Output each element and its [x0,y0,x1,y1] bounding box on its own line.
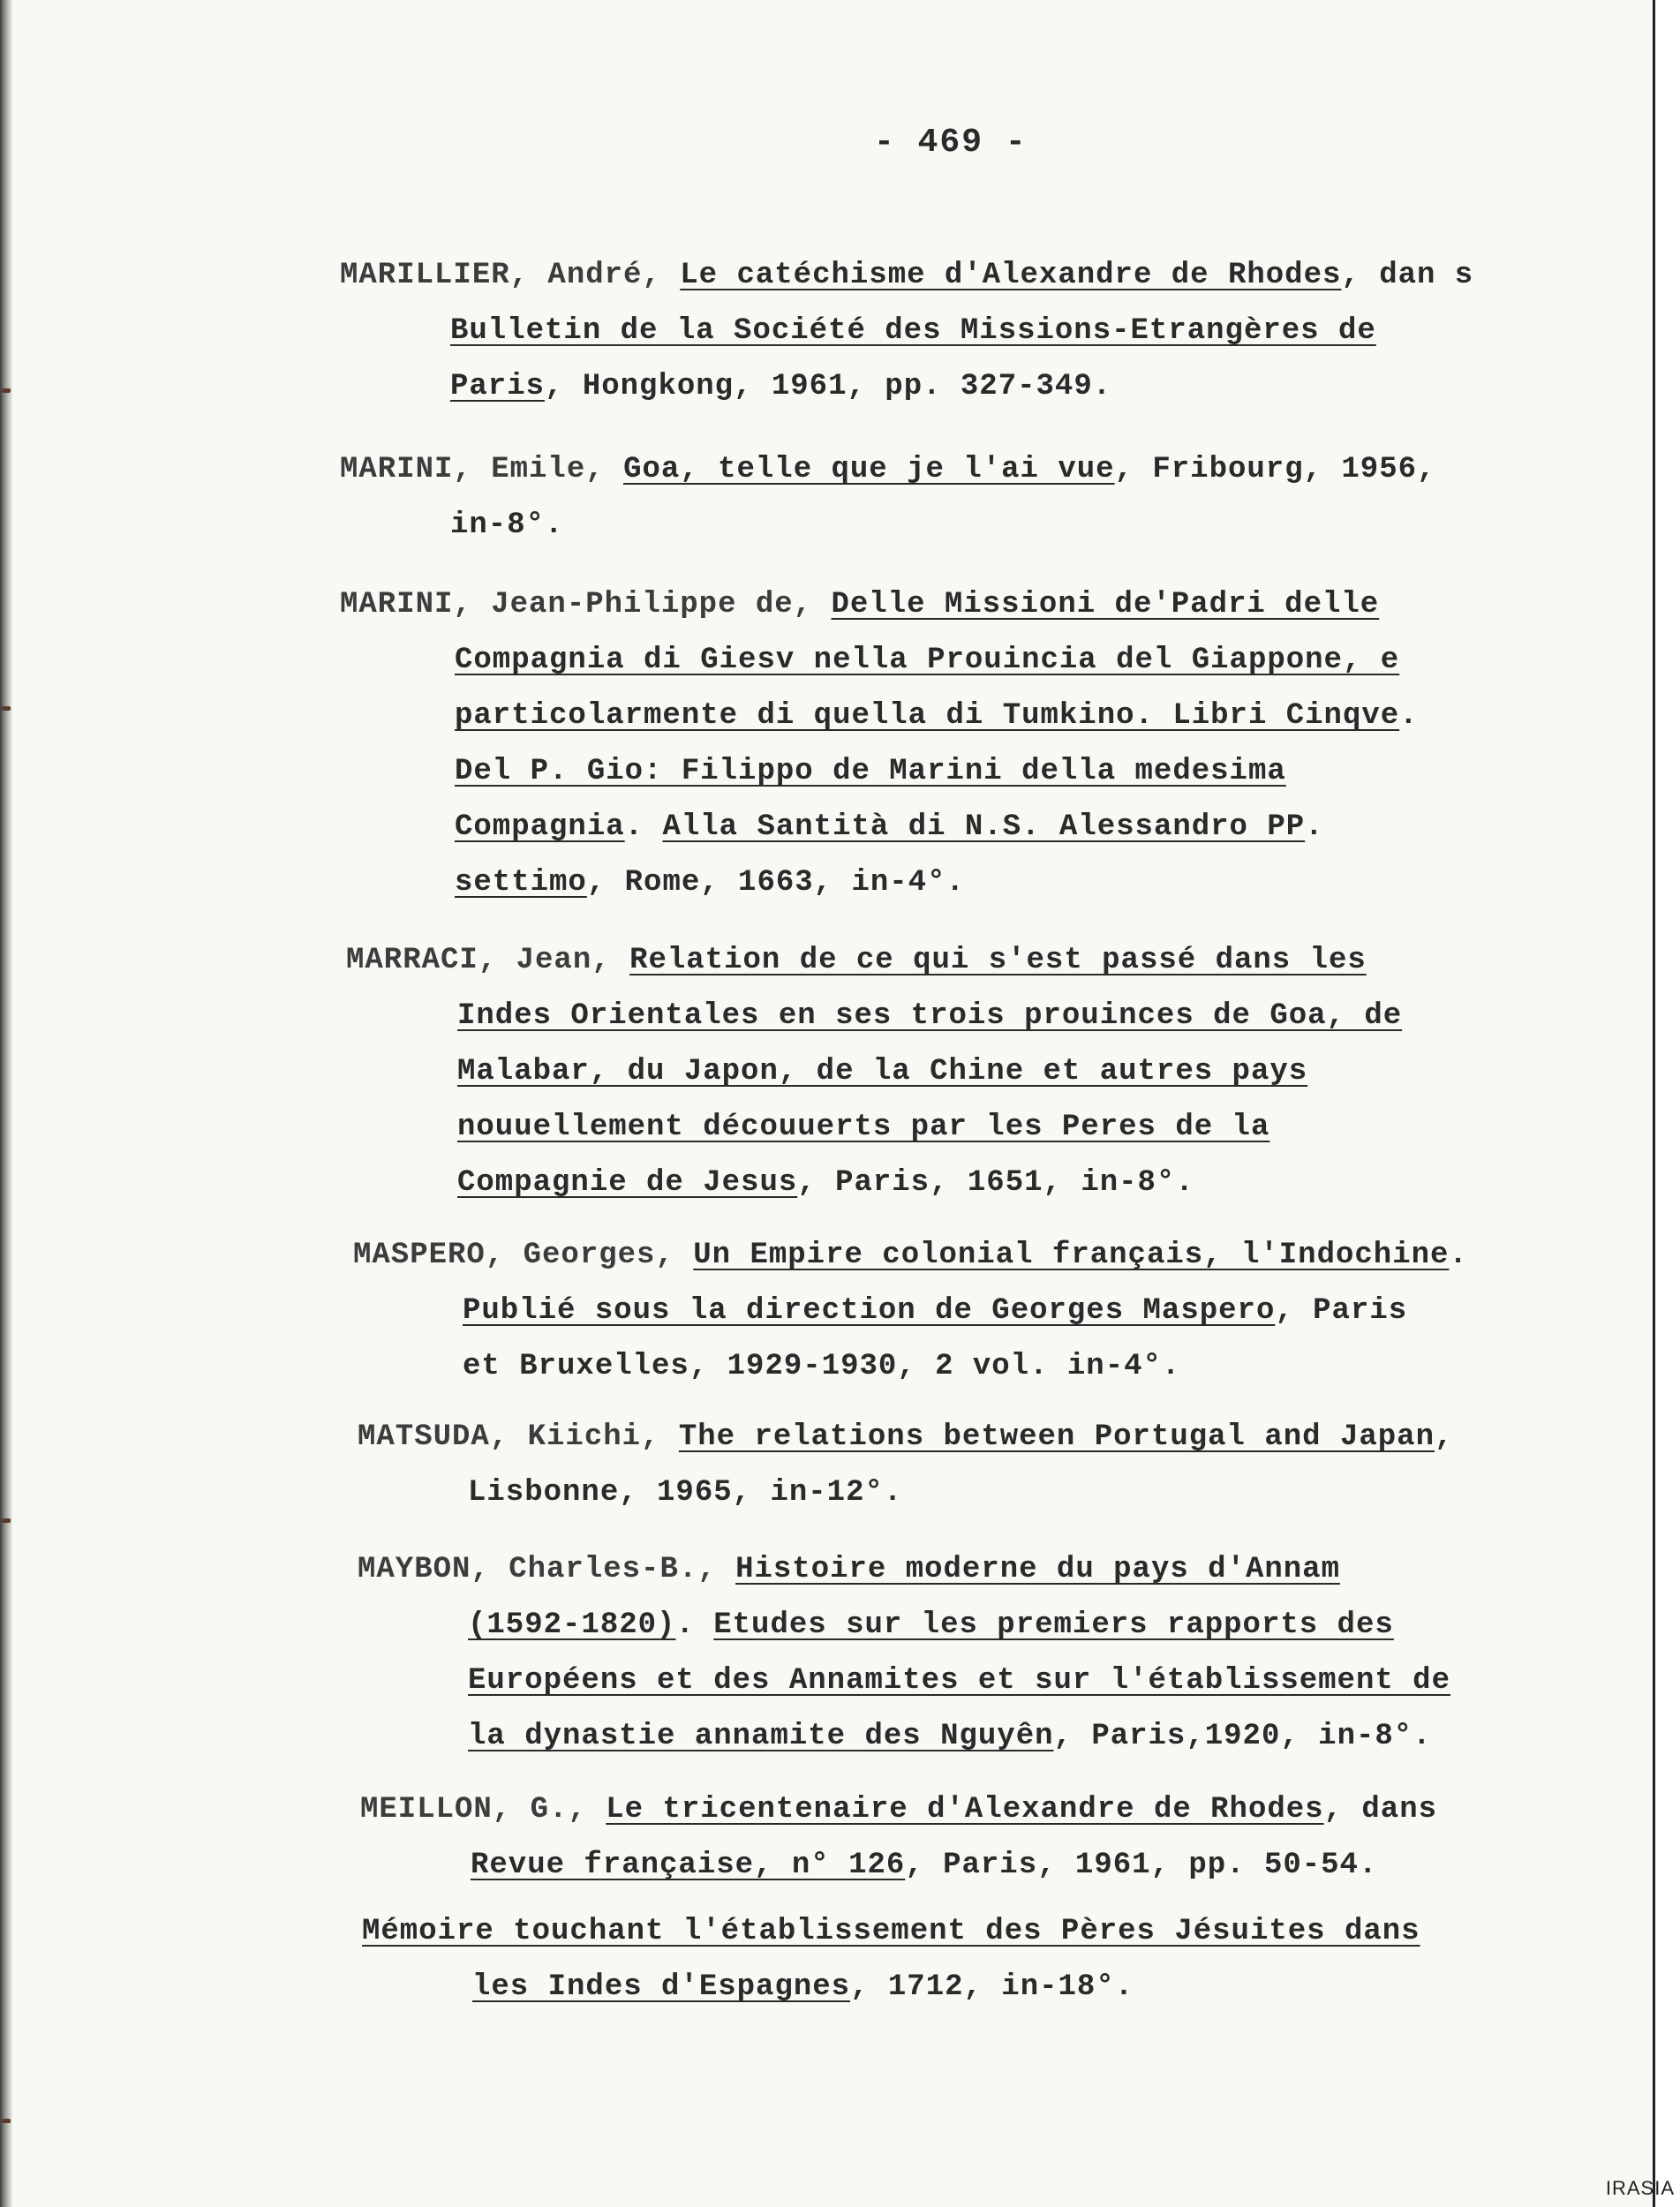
entry-title: Le tricentenaire d'Alexandre de Rhodes [606,1793,1324,1827]
entry-text: , dans [1323,1793,1437,1827]
binding-mark [2,706,11,711]
entry-line [468,1663,1450,1699]
entry-text: , Fribourg, 1956, [1114,453,1436,486]
entry-line [340,587,1379,622]
entry-line [358,1420,1453,1455]
entry-text: . [1305,810,1324,844]
entry-text: in-8°. [450,508,564,542]
entry-line [340,452,1435,487]
entry-title: The relations between Portugal and Japan [678,1420,1435,1454]
entry-line [472,1970,1134,2005]
binding-mark [2,1518,11,1523]
entry-line [360,1792,1437,1827]
entry-line [450,313,1376,349]
entry-title: Relation de ce qui s'est passé dans les [629,944,1367,977]
entry-title: Histoire moderne du pays d'Annam [735,1553,1340,1586]
entry-line [455,754,1286,789]
entry-text: , 1712, in-18°. [850,1970,1134,2004]
entry-author: MARILLIER, André, [340,259,681,292]
entry-title: la dynastie annamite des Nguyên [468,1720,1054,1753]
entry-title: Européens et des Annamites et sur l'établissement de [468,1664,1450,1698]
entry-text: , Rome, 1663, in-4°. [586,866,965,900]
entry-author: MARRACI, Jean, [346,944,630,977]
entry-author: MASPERO, Georges, [353,1239,694,1272]
entry-line [463,1349,1180,1384]
entry-line [471,1848,1377,1883]
entry-line [468,1475,902,1510]
binding-mark [2,2119,11,2123]
entry-text: . [1449,1239,1468,1272]
page-number: - 469 - [874,124,1028,162]
entry-title: particolarmente di quella di Tumkino. Libri Cinqve [455,699,1400,733]
entry-line [457,1165,1194,1201]
watermark-label: IRASIA [1605,2177,1675,2199]
entry-title: Publié sous la direction de Georges Maspero [463,1294,1276,1328]
entry-title: (1592-1820) [468,1608,676,1642]
entry-author: MARINI, Jean-Philippe de, [340,588,832,621]
entry-text: , [1435,1420,1454,1454]
entry-title: Le catéchisme d'Alexandre de Rhodes [680,259,1342,292]
entry-line [468,1719,1432,1754]
entry-line [346,943,1367,978]
entry-text: . [675,1608,714,1642]
entry-title: les Indes d'Espagnes [472,1970,851,2004]
entry-line [353,1238,1468,1273]
entry-line [362,1914,1420,1949]
entry-line [457,1110,1269,1145]
entry-author: MATSUDA, Kiichi, [358,1420,679,1454]
entry-line [455,865,965,900]
entry-title: Compagnie de Jesus [457,1166,798,1200]
entry-title: Paris [450,370,546,403]
entry-text: , Paris,1920, in-8°. [1053,1720,1432,1753]
entry-line [463,1293,1407,1329]
entry-title: Un Empire colonial français, l'Indochine [693,1239,1450,1272]
entry-title: Malabar, du Japon, de la Chine et autres pays [457,1055,1308,1088]
entry-text: , Paris [1275,1294,1408,1328]
entry-text: , Paris, 1961, pp. 50-54. [905,1849,1378,1882]
entry-text: , Hongkong, 1961, pp. 327-349. [545,370,1112,403]
entry-text: . [1399,699,1419,733]
binding-edge [0,0,12,2207]
entry-title: Delle Missioni de'Padri delle [831,588,1380,621]
entry-title: Revue française, n° 126 [471,1849,906,1882]
entry-title: Compagnia [455,810,625,844]
entry-title: nouuellement découuerts par les Peres de la [457,1111,1270,1144]
entry-text: , dan s [1341,259,1474,292]
entry-title: Etudes sur les premiers rapports des [713,1608,1394,1642]
entry-line [457,998,1402,1034]
entry-line [455,643,1399,678]
entry-line [450,369,1111,404]
entry-author: MEILLON, G., [360,1793,606,1827]
entry-line [457,1054,1307,1089]
entry-line [455,810,1324,845]
entry-title: Indes Orientales en ses trois prouinces de Goa, de [457,999,1403,1033]
binding-mark [2,388,11,393]
entry-text: . [624,810,663,844]
entry-line [358,1552,1340,1587]
entry-author: MARINI, Emile, [340,453,624,486]
entry-line [468,1608,1394,1643]
entry-line [340,258,1473,293]
entry-author: MAYBON, Charles-B., [358,1553,736,1586]
entry-title: Goa, telle que je l'ai vue [623,453,1115,486]
entry-text: et Bruxelles, 1929-1930, 2 vol. in-4°. [463,1350,1181,1383]
entry-title: Mémoire touchant l'établissement des Pères Jésuites dans [362,1915,1420,1948]
entry-title: Bulletin de la Société des Missions-Etrangères de [450,314,1376,348]
entry-title: Compagnia di Giesv nella Prouincia del Giappone, e [455,644,1400,677]
entry-text: Lisbonne, 1965, in-12°. [468,1476,903,1510]
entry-title: Del P. Gio: Filippo de Marini della medesima [455,755,1286,788]
entry-line [455,698,1419,734]
entry-title: settimo [455,866,587,900]
entry-title: Alla Santità di N.S. Alessandro PP [662,810,1306,844]
entry-line [450,508,563,543]
entry-text: , Paris, 1651, in-8°. [797,1166,1194,1200]
